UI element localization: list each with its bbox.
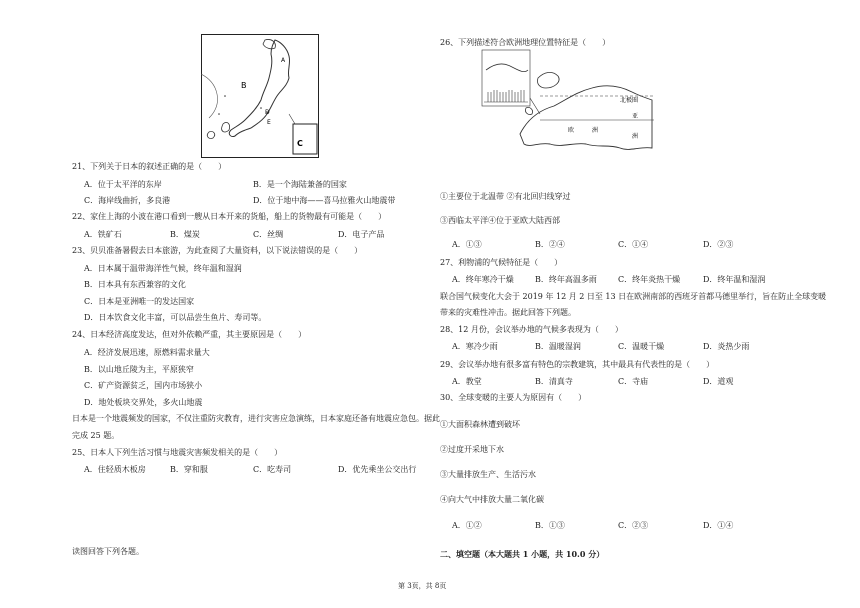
q30-option-a[interactable]: A．①② bbox=[452, 521, 482, 530]
section-2-heading: 二、填空题（本大题共 1 小题，共 10.0 分） bbox=[440, 549, 605, 559]
map-label-ya: 亚 bbox=[632, 113, 639, 120]
map-label-e: E bbox=[267, 119, 271, 126]
map-label-zhou-2: 洲 bbox=[592, 127, 599, 134]
q21-option-d[interactable]: D．位于地中海——喜马拉雅火山地震带 bbox=[253, 196, 396, 205]
q21-stem: 21、下列关于日本的叙述正确的是（ ） bbox=[72, 162, 227, 171]
q22-stem: 22、家住上海的小波在港口看到一艘从日本开来的货船，船上的货物最有可能是（ ） bbox=[72, 212, 387, 221]
q22-option-a[interactable]: A．铁矿石 bbox=[84, 230, 122, 239]
q26-option-c[interactable]: C．①④ bbox=[618, 240, 649, 249]
climate-passage-line-2: 带来的灾难性冲击。据此回答下列题。 bbox=[440, 308, 576, 317]
q21-option-b[interactable]: B．是一个海陆兼备的国家 bbox=[253, 180, 347, 189]
q29-option-b[interactable]: B．清真寺 bbox=[535, 377, 573, 386]
q27-option-a[interactable]: A．终年寒冷干燥 bbox=[452, 275, 514, 284]
q23-option-a[interactable]: A．日本属于温带海洋性气候，终年温和湿润 bbox=[84, 264, 242, 273]
q22-option-b[interactable]: B．煤炭 bbox=[170, 230, 200, 239]
map-label-d: D bbox=[265, 109, 270, 116]
q28-option-a[interactable]: A．寒冷少雨 bbox=[452, 342, 498, 351]
q28-stem: 28、12 月份，会议举办地的气候多表现为（ ） bbox=[440, 325, 623, 334]
q26-option-d[interactable]: D．②③ bbox=[703, 240, 734, 249]
q21-option-c[interactable]: C．海岸线曲折，多良港 bbox=[84, 196, 171, 205]
q23-stem: 23、贝贝准备暑假去日本旅游，为此查阅了大量资料，以下说法错误的是（ ） bbox=[72, 246, 363, 255]
europe-map bbox=[480, 48, 656, 164]
q25-option-c[interactable]: C．吃寿司 bbox=[253, 465, 292, 474]
q29-option-d[interactable]: D．道观 bbox=[703, 377, 734, 386]
q26-option-b[interactable]: B．②④ bbox=[535, 240, 565, 249]
q29-stem: 29、会议举办地有很多富有特色的宗教建筑，其中最具有代表性的是（ ） bbox=[440, 360, 715, 369]
q23-option-d[interactable]: D．日本饮食文化丰富，可以品尝生鱼片、寿司等。 bbox=[84, 313, 267, 322]
q24-option-a[interactable]: A．经济发展迅速，原燃料需求量大 bbox=[84, 348, 210, 357]
read-map-instruction: 读图回答下列各题。 bbox=[72, 547, 144, 556]
q23-option-b[interactable]: B．日本具有东西兼容的文化 bbox=[84, 280, 186, 289]
q28-option-b[interactable]: B．温暖湿润 bbox=[535, 342, 581, 351]
q30-statement-2: ②过度开采地下水 bbox=[440, 445, 504, 454]
q26-statements-1: ①主要位于北温带 ②有北回归线穿过 bbox=[440, 192, 571, 201]
q29-option-c[interactable]: C．寺庙 bbox=[618, 377, 649, 386]
map-label-c: C bbox=[297, 139, 303, 148]
q21-option-a[interactable]: A．位于太平洋的东岸 bbox=[84, 180, 162, 189]
q28-option-c[interactable]: C．温暖干燥 bbox=[618, 342, 665, 351]
q25-option-a[interactable]: A．住轻质木板房 bbox=[84, 465, 146, 474]
q22-option-d[interactable]: D．电子产品 bbox=[338, 230, 385, 239]
q28-option-d[interactable]: D．炎热少雨 bbox=[703, 342, 750, 351]
passage-line-1: 日本是一个地震频发的国家，不仅注重防灾教育，进行灾害应急演练，日本家庭还备有地震应急包。据此 bbox=[72, 414, 440, 423]
q23-option-c[interactable]: C．日本是亚洲唯一的发达国家 bbox=[84, 297, 195, 306]
arctic-circle-label: 北极圈 bbox=[620, 97, 639, 104]
q29-option-a[interactable]: A．教堂 bbox=[452, 377, 482, 386]
q25-option-b[interactable]: B．穿和服 bbox=[170, 465, 208, 474]
q27-option-b[interactable]: B．终年高温多雨 bbox=[535, 275, 597, 284]
q26-option-a[interactable]: A．①③ bbox=[452, 240, 482, 249]
q30-statement-4: ④向大气中排放大量二氧化碳 bbox=[440, 495, 544, 504]
map-label-zhou-1: 洲 bbox=[632, 133, 639, 140]
q27-option-c[interactable]: C．终年炎热干燥 bbox=[618, 275, 681, 284]
q25-option-d[interactable]: D．优先乘坐公交出行 bbox=[338, 465, 417, 474]
japan-map bbox=[201, 34, 319, 158]
page-footer: 第 3页，共 8页 bbox=[398, 582, 447, 590]
q30-option-b[interactable]: B．①③ bbox=[535, 521, 565, 530]
q26-statements-2: ③西临太平洋④位于亚欧大陆西部 bbox=[440, 216, 560, 225]
q24-stem: 24、日本经济高度发达，但对外依赖严重，其主要原因是（ ） bbox=[72, 330, 307, 339]
q26-stem: 26、下列描述符合欧洲地理位置特征是（ ） bbox=[440, 38, 611, 47]
q30-statement-1: ①大面积森林遭到破坏 bbox=[440, 420, 520, 429]
map-label-b: B bbox=[241, 81, 247, 90]
map-label-a: A bbox=[281, 57, 286, 64]
q24-option-b[interactable]: B．以山地丘陵为主，平原狭窄 bbox=[84, 365, 194, 374]
q24-option-d[interactable]: D．地处板块交界处，多火山地震 bbox=[84, 398, 203, 407]
passage-line-2: 完成 25 题。 bbox=[72, 431, 120, 440]
q27-stem: 27、利物浦的气候特征是（ ） bbox=[440, 258, 563, 267]
climate-passage-line-1: 联合国气候变化大会于 2019 年 12 月 2 日至 13 日在欧洲南部的西班牙首都马德里举行，旨在防止全球变暖 bbox=[440, 292, 827, 301]
map-label-ou: 欧 bbox=[568, 127, 575, 134]
q30-option-c[interactable]: C．②③ bbox=[618, 521, 649, 530]
q30-stem: 30、全球变暖的主要人为原因有（ ） bbox=[440, 393, 587, 402]
q30-statement-3: ③大量排放生产、生活污水 bbox=[440, 470, 536, 479]
q27-option-d[interactable]: D．终年温和湿润 bbox=[703, 275, 766, 284]
q22-option-c[interactable]: C．丝绸 bbox=[253, 230, 284, 239]
q25-stem: 25、日本人下列生活习惯与地震灾害频发相关的是（ ） bbox=[72, 448, 283, 457]
q30-option-d[interactable]: D．①④ bbox=[703, 521, 734, 530]
q24-option-c[interactable]: C．矿产资源贫乏，国内市场狭小 bbox=[84, 381, 203, 390]
